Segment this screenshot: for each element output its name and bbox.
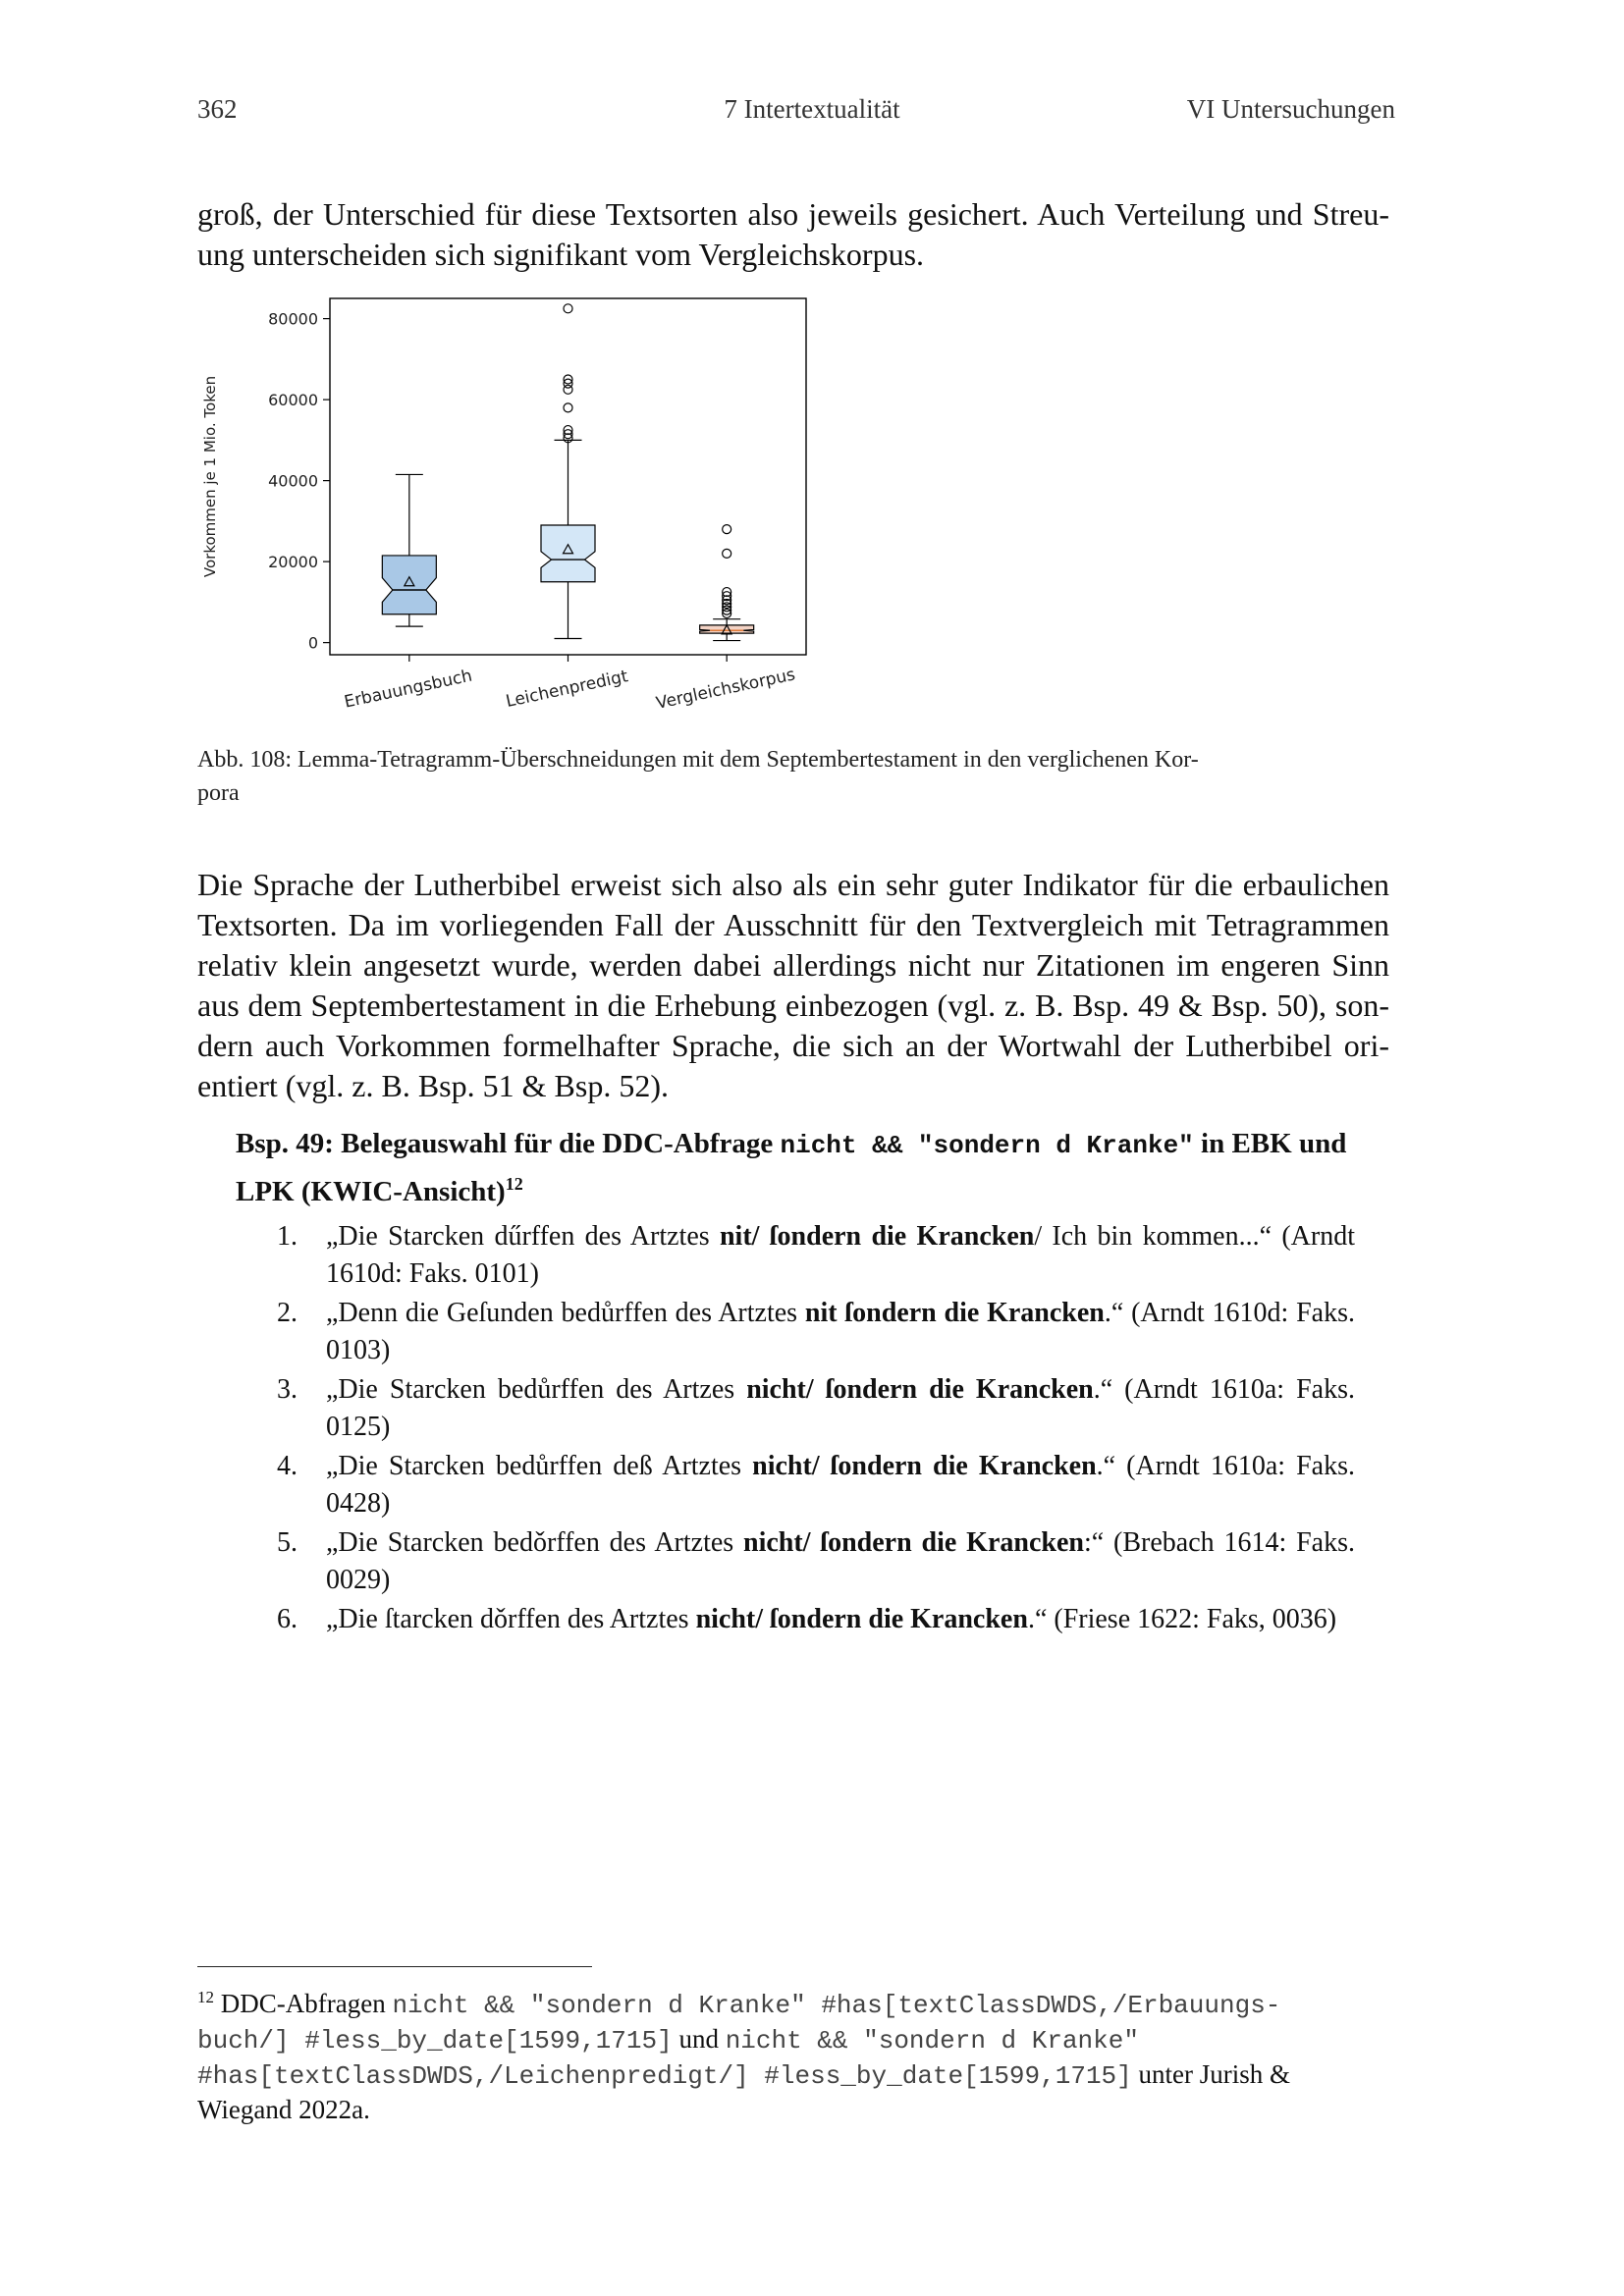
y-tick-label: 20000 [268,553,318,572]
text-line: dern auch Vorkommen formelhafter Sprache, die sich an der Wortwahl der Lutherbibel ori- [197,1028,1389,1063]
list-item [236,1601,1355,1638]
box [382,556,436,614]
box [700,625,754,633]
text-line: relativ klein angesetzt wurde, werden dabei allerdings nicht nur Zitationen im engeren Sinn [197,947,1389,983]
x-tick-label: Leichenpredigt [504,667,630,713]
figure-caption [197,743,1326,810]
item-number: 3. [277,1374,298,1405]
item-post: .“ (Arndt 1610a: Faks. 0428) [326,1451,1356,1519]
item-bold: nicht/ ſondern die Krancken [752,1451,1097,1481]
item-bold: nit/ ſondern die Krancken [719,1221,1035,1252]
footnote-code: buch/] #less_by_date[1599,1715] [197,2026,673,2056]
item-bold: nicht/ ſondern die Krancken [746,1374,1094,1405]
outlier-point [723,525,731,534]
footnote-code: nicht && "sondern d Kranke" [725,2026,1139,2056]
item-number: 5. [277,1527,298,1558]
footnote-text: unter Jurish & Wiegand 2022a. [197,2059,1291,2124]
item-bold: nicht/ ſondern die Krancken [695,1604,1028,1634]
footnote-separator [197,1966,592,1967]
footnote-text: und [678,2024,719,2054]
y-tick-label: 0 [307,633,318,653]
item-pre: „Die Starcken bedůrffen des Artzes [326,1374,747,1405]
footnote-reference[interactable]: 12 [505,1174,523,1194]
footnote-label: DDC-Abfragen [220,1989,386,2018]
footnote [197,1981,1389,2126]
footnote-mark: 12 [197,1988,214,2006]
item-post: :“ (Brebach 1614: Faks. 0029) [326,1527,1355,1595]
item-pre: „Denn die Geſunden bedůrffen des Artztes [326,1298,805,1328]
text-line: Textsorten. Da im vorliegenden Fall der Ausschnitt für den Textvergleich mit Tetragrammen [197,907,1389,942]
outlier-point [723,549,731,558]
running-title-section: VI Untersuchungen [1186,94,1395,124]
outlier-point [564,403,572,412]
item-pre: „Die Starcken dűrffen des Artztes [326,1221,720,1252]
item-number: 6. [277,1604,298,1634]
caption-line: pora [197,780,240,806]
example-query-code: nicht && "sondern d Kranke" [780,1131,1194,1160]
item-post: .“ (Arndt 1610d: Faks. 0103) [326,1298,1355,1365]
list-item [236,1448,1355,1522]
text-line: groß, der Unterschied für diese Textsorten also jeweils gesichert. Auch Verteilung und Streu- [197,196,1389,232]
list-item [236,1218,1355,1293]
page-number: 362 [197,94,238,124]
list-item [236,1524,1355,1599]
item-number: 4. [277,1451,298,1481]
intro-paragraph [197,194,1389,275]
boxplot-figure [197,287,826,738]
text-line: entiert (vgl. z. B. Bsp. 51 & Bsp. 52). [197,1068,669,1103]
footnote-code: nicht && "sondern d Kranke" #has[textClassDWDS,/Erbauungs- [392,1991,1281,2020]
outlier-point [564,304,572,313]
item-bold: nit ſondern die Krancken [804,1298,1105,1328]
example-heading-prefix: Bsp. 49: Belegauswahl für die DDC-Abfrage [236,1128,774,1159]
body-paragraph [197,865,1389,1106]
y-tick-label: 60000 [268,391,318,410]
footnote-code: #has[textClassDWDS,/Leichenpredigt/] #less_by_date[1599,1715] [197,2061,1132,2091]
text-line: aus dem Septembertestament in die Erhebung einbezogen (vgl. z. B. Bsp. 49 & Bsp. 50), son- [197,988,1389,1023]
list-item [236,1295,1355,1369]
item-post: / Ich bin kommen...“ (Arndt 1610d: Faks. 0101) [326,1221,1356,1289]
text-line: ung unterscheiden sich signifikant vom Vergleichskorpus. [197,237,925,272]
item-post: .“ (Arndt 1610a: Faks. 0125) [326,1374,1356,1442]
example-heading-suffix: in EBK und LPK (KWIC-Ansicht) [236,1128,1347,1207]
running-title-chapter: 7 Intertextualität [724,94,900,124]
item-pre: „Die Starcken bedůrffen deß Artztes [326,1451,753,1481]
y-axis-label: Vorkommen je 1 Mio. Token [201,375,219,578]
item-pre: „Die ſtarcken dǒrffen des Artztes [326,1604,696,1634]
item-post: .“ (Friese 1622: Faks, 0036) [1027,1604,1337,1634]
x-tick-label: Vergleichskorpus [654,665,797,714]
item-pre: „Die Starcken bedǒrffen des Artztes [326,1527,744,1558]
item-number: 1. [277,1221,298,1252]
example-heading [236,1125,1355,1211]
caption-line: Abb. 108: Lemma-Tetragramm-Überschneidungen mit dem Septembertestament in den verglichenen Kor- [197,747,1199,773]
list-item [236,1371,1355,1446]
y-tick-label: 80000 [268,309,318,329]
example-list [236,1218,1355,1640]
item-number: 2. [277,1298,298,1328]
item-bold: nicht/ ſondern die Krancken [743,1527,1084,1558]
text-line: Die Sprache der Lutherbibel erweist sich also als ein sehr guter Indikator für die erbaulichen [197,867,1389,902]
y-tick-label: 40000 [268,471,318,491]
x-tick-label: Erbauungsbuch [342,666,474,713]
